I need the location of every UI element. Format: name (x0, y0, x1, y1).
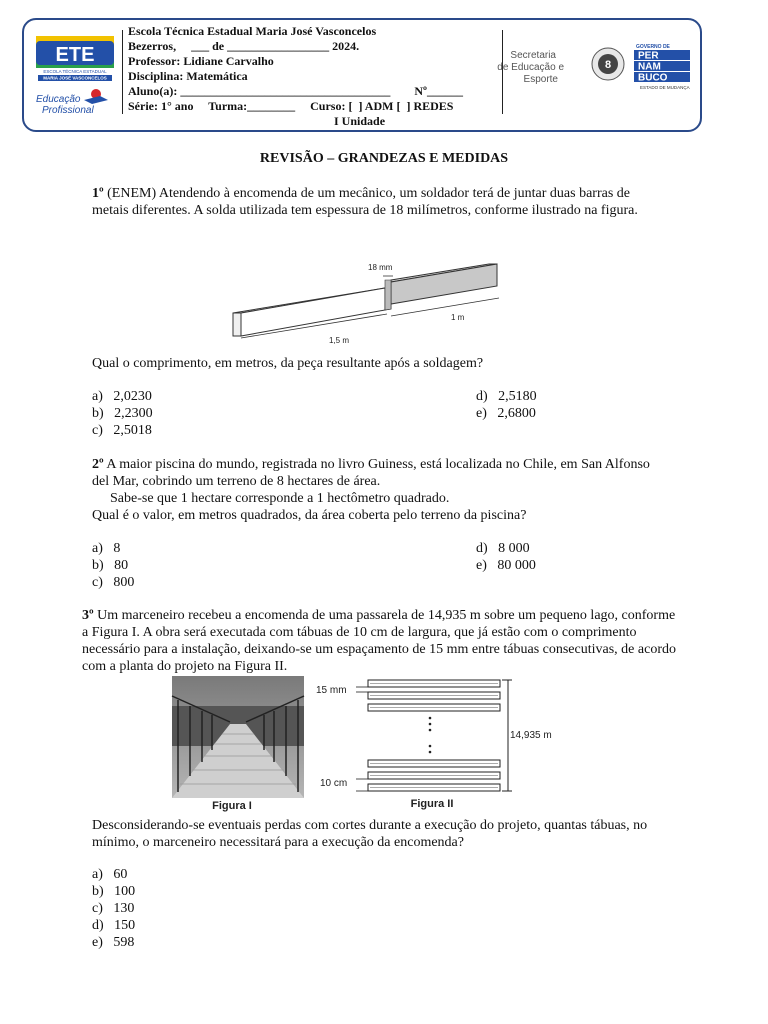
gov-text3: NAM (638, 61, 661, 73)
q3-figure-2 (312, 676, 562, 814)
ete-logo (34, 32, 116, 82)
q3-statement (82, 607, 682, 675)
educacao-profissional-logo (34, 86, 114, 118)
ete-logo-sub: ESCOLA TÉCNICA ESTADUAL (43, 69, 107, 74)
q2-question: Qual é o valor, em metros quadrados, da área coberta pelo terreno da piscina? (92, 508, 527, 523)
q2-text: A maior piscina do mundo, registrada no livro Guiness, está localizada no Chile, em San Alfonso del Mar, cobrindo um terreno de 8 hectares de área. (92, 457, 650, 489)
q2-option-d[interactable]: d) 8 000 (476, 541, 530, 556)
q3-option-a[interactable]: a) 60 (92, 867, 128, 882)
q3-number: 3º (82, 608, 94, 623)
date-line: Bezerros, ___ de _________________ 2024. (128, 39, 360, 53)
school-name: Escola Técnica Estadual Maria José Vasconcelos (128, 24, 377, 38)
q1-label-15m: 1,5 m (329, 336, 350, 345)
q2-number: 2º (92, 457, 104, 472)
q1-option-c[interactable]: c) 2,5018 (92, 423, 152, 438)
student-line: Aluno(a): ___________________________________ Nº______ (128, 84, 463, 98)
q3-label-15mm: 15 mm (316, 685, 347, 696)
q2-option-b[interactable]: b) 80 (92, 558, 129, 573)
page-title: REVISÃO – GRANDEZAS E MEDIDAS (259, 151, 509, 166)
gov-text2: PER (638, 50, 659, 62)
q1-option-a[interactable]: a) 2,0230 (92, 389, 152, 404)
q3-figure-1 (172, 676, 304, 814)
q1-label-1m: 1 m (451, 313, 465, 322)
q3-label-total: 14,935 m (510, 730, 552, 741)
gov-text4: BUCO (638, 72, 668, 84)
q1-text: (ENEM) Atendendo à encomenda de um mecânico, um soldador terá de juntar duas barras de metais diferentes. A solda utilizada tem espessura de 18 milímetros, conforme ilustrado na figura. (92, 186, 638, 218)
edu-logo-text1: Educação (36, 94, 81, 105)
ete-logo-name: MARIA JOSÉ VASCONCELOS (43, 75, 107, 81)
q2-option-e[interactable]: e) 80 000 (476, 558, 536, 573)
q3-text: Um marceneiro recebeu a encomenda de uma passarela de 14,935 m sobre um pequeno lago, conforme a Figura I. A obra será executada com tábuas de 10 cm de largura, que já estão com o comprimento necessário para a instalação, deixando-se um espaçamento de 15 mm entre tábuas consecutivas, de acordo com a planta do projeto na Figura II. (82, 608, 676, 674)
header-divider-left (122, 30, 123, 114)
series-course-line (128, 99, 463, 114)
q2-statement-2: Sabe-se que 1 hectare corresponde a 1 hectômetro quadrado. (110, 491, 450, 506)
gov-text5: ESTADO DE MUDANÇA (640, 85, 690, 90)
q2-option-a[interactable]: a) 8 (92, 541, 121, 556)
q1-statement (92, 185, 652, 219)
svg-text:8: 8 (604, 59, 612, 71)
q3-option-e[interactable]: e) 598 (92, 935, 135, 950)
course-line: Curso: [ ] ADM [ ] REDES (310, 99, 454, 113)
q3-question: Desconsiderando-se eventuais perdas com cortes durante a execução do projeto, quantas tábuas, no mínimo, o marceneiro necessitará para a execução da encomenda? (92, 818, 648, 850)
q2-statement (92, 456, 652, 490)
q1-option-e[interactable]: e) 2,6800 (476, 406, 536, 421)
sec-text2: de Educação e (497, 62, 564, 73)
q1-option-d[interactable]: d) 2,5180 (476, 389, 537, 404)
ete-logo-text: ETE (55, 44, 95, 66)
sec-text1: Secretaria (510, 50, 556, 61)
q3-option-b[interactable]: b) 100 (92, 884, 136, 899)
q1-number: 1º (92, 186, 104, 201)
government-logos (497, 42, 696, 102)
q3-label-10cm: 10 cm (320, 778, 348, 789)
series-line: Série: 1° ano Turma:________ (128, 99, 296, 113)
subject-line: Disciplina: Matemática (128, 69, 248, 83)
q3-option-d[interactable]: d) 150 (92, 918, 136, 933)
q1-question: Qual o comprimento, em metros, da peça resultante após a soldagem? (92, 356, 484, 371)
teacher-line: Professor: Lidiane Carvalho (128, 54, 274, 68)
q1-bar-figure (225, 258, 505, 346)
q2-option-c[interactable]: c) 800 (92, 575, 135, 590)
q3-figure-1-caption: Figura I (212, 800, 252, 812)
q3-option-c[interactable]: c) 130 (92, 901, 135, 916)
sec-text3: Esporte (523, 74, 558, 85)
unit-line: I Unidade (334, 114, 386, 128)
header-info (128, 24, 463, 129)
edu-logo-text2: Profissional (42, 105, 94, 116)
gov-text1: GOVERNO DE (636, 44, 670, 50)
q1-option-b[interactable]: b) 2,2300 (92, 406, 153, 421)
q3-figure-2-caption: Figura II (410, 798, 454, 810)
q1-label-weld: 18 mm (368, 263, 393, 272)
